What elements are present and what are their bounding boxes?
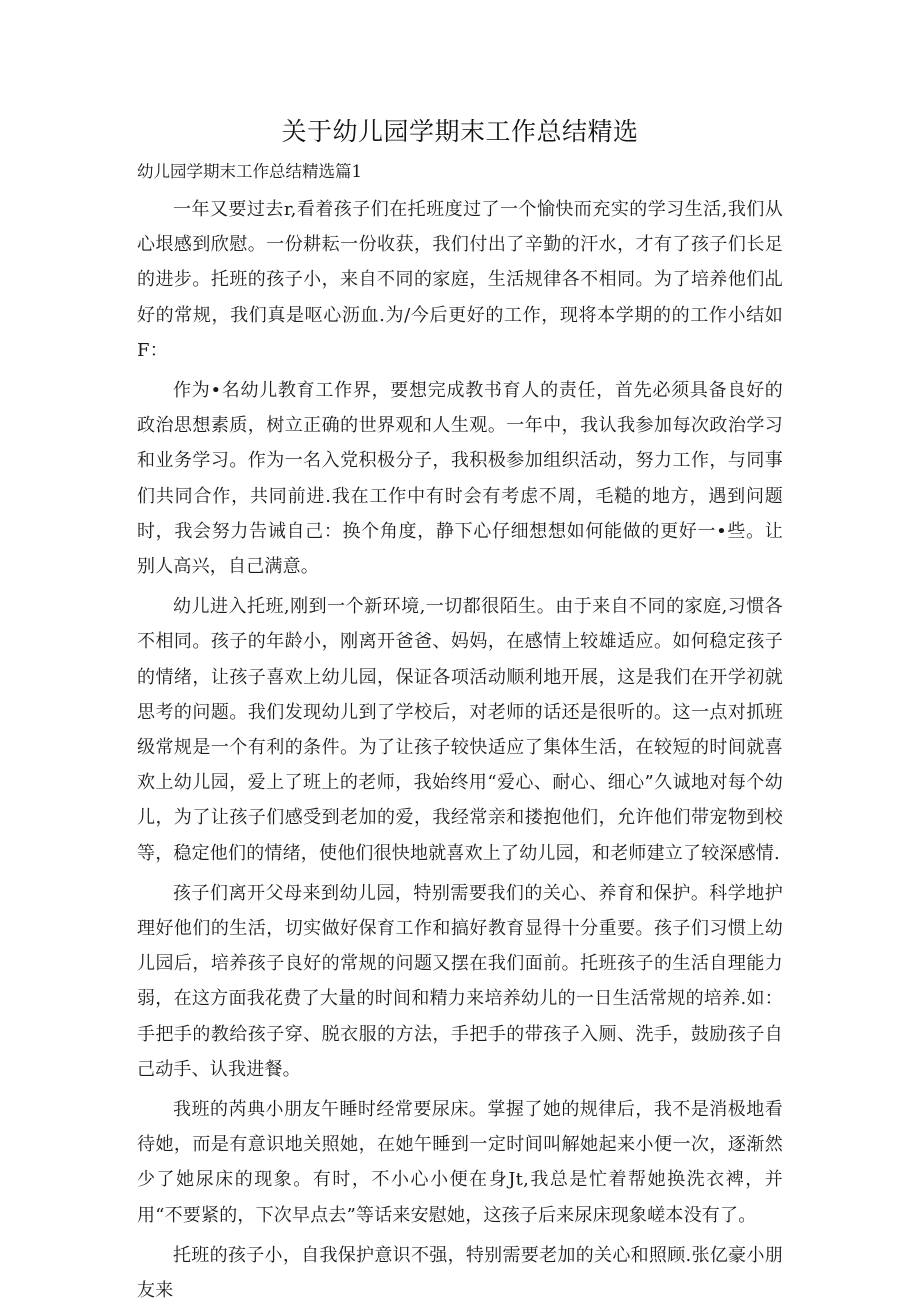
paragraph: 作为•名幼儿教育工作界，要想完成教书育人的责任，首先必须具备良好的政治思想素质，树立正确的世界观和人生观。一年中，我认我参加每次政治学习和业务学习。作为一名入党积极分子，我积极参加组织活动，努力工作，与同事们共同合作，共同前进.我在工作中有时会有考虑不周，毛糙的地方，遇到问题时，我会努力告诫自己：换个角度，静下心仔细想想如何能做的更好一•些。让别人高兴，自己满意。 (137, 380, 783, 578)
paragraph: 孩子们离开父母来到幼儿园，特别需要我们的关心、养育和保护。科学地护理好他们的生活，切实做好保育工作和搞好教育显得十分重要。孩子们习惯上幼儿园后，培养孩子良好的常规的问题又摆在我们面前。托班孩子的生活自理能力弱，在这方面我花费了大量的时间和精力来培养幼儿的一日生活常规的培养.如：手把手的教给孩子穿、脱衣服的方法，手把手的带孩子入厕、洗手，鼓励孩子自己动手、认我进餐。 (137, 882, 783, 1080)
paragraph: 我班的芮典小朋友午睡时经常要尿床。掌握了她的规律后，我不是消极地看待她，而是有意识地关照她，在她午睡到一定时间叫解她起来小便一次，逐渐然少了她尿床的现象。有时，不小心小便在身Jt,我总是忙着帮她换洗衣裨，并用“不要紧的，下次早点去”等话来安慰她，这孩子后来尿床现象嵯本没有了。 (137, 1099, 783, 1226)
paragraph: 幼儿进入托班,刚到一个新环境,一切都很陌生。由于来自不同的家庭,习惯各不相同。孩子的年龄小，刚离开爸爸、妈妈，在感情上较雄适应。如何稳定孩子的情绪，让孩子喜欢上幼儿园，保证各项活动顺利地开展，这是我们在开学初就思考的问题。我们发现幼儿到了学校后，对老师的话还是很听的。这一点对抓班级常规是一个有利的条件。为了让孩子较快适应了集体生活，在较短的时间就喜欢上幼儿园，爱上了班上的老师，我始终用“爱心、耐心、细心”久诚地对每个幼儿，为了让孩子们感受到老加的爱，我经常亲和搂抱他们，允许他们带宠物到校等，稳定他们的情绪，使他们很快地就喜欢上了幼儿园，和老师建立了较深感情. (137, 596, 783, 864)
document-body (137, 192, 783, 1313)
paragraph: 一年又要过去r,看着孩子们在托班度过了一个愉快而充实的学习生活,我们从心垠感到欣慰。一份耕耘一份收获，我们付出了辛勤的汗水，才有了孩子们长足的进步。托班的孩子小，来自不同的家庭，生活规律各不相同。为了培养他们乩好的常规，我们真是呕心沥血.为/今后更好的工作，现将本学期的的工作小结如F： (137, 199, 783, 361)
document-title: 关于幼儿园学期末工作总结精选 (281, 117, 639, 146)
document-subtitle: 幼儿园学期末工作总结精选篇1 (137, 162, 362, 181)
paragraph: 托班的孩子小，自我保护意识不强，特别需要老加的关心和照顾.张亿豪小朋友来 (137, 1244, 783, 1302)
